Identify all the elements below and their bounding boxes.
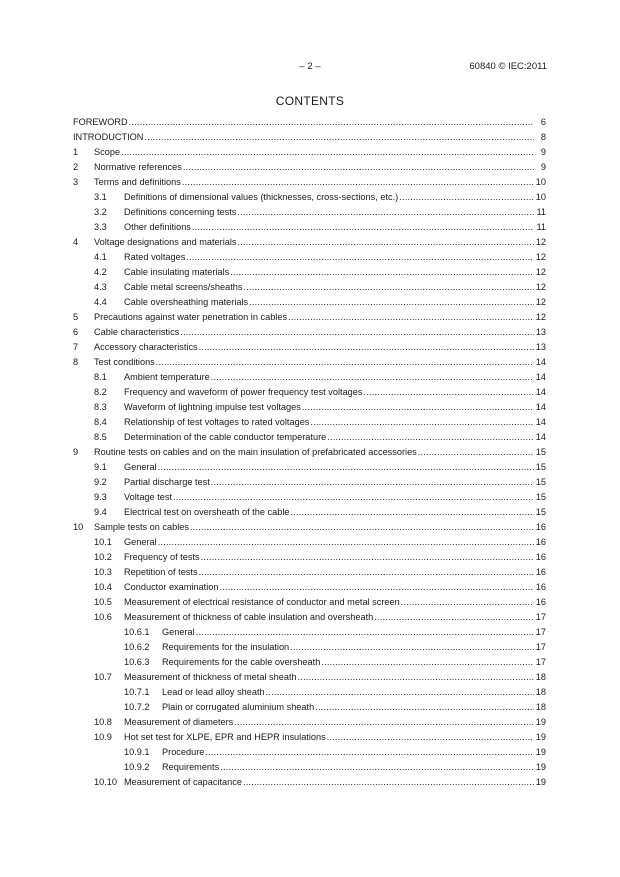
toc-leader-dots [183, 162, 534, 172]
toc-entry-number: 8.5 [94, 432, 107, 442]
toc-leader-dots [230, 267, 534, 277]
toc-entry-page: 10 [535, 192, 546, 202]
toc-entry[interactable] [73, 237, 546, 252]
toc-entry-page: 12 [535, 267, 546, 277]
toc-entry-page: 12 [535, 237, 546, 247]
toc-entry-number: 4.3 [94, 282, 107, 292]
toc-entry-title: Sample tests on cables [94, 522, 189, 532]
toc-leader-dots [321, 657, 534, 667]
toc-entry-page: 16 [535, 582, 546, 592]
toc-entry-number: 10.9.1 [124, 747, 150, 757]
toc-leader-dots [364, 387, 535, 397]
toc-entry-page: 14 [535, 432, 546, 442]
toc-entry-page: 14 [535, 372, 546, 382]
toc-entry-number: 10.2 [94, 552, 112, 562]
toc-leader-dots [290, 507, 534, 517]
toc-entry[interactable] [73, 267, 546, 282]
toc-leader-dots [315, 702, 534, 712]
toc-entry-page: 14 [535, 357, 546, 367]
toc-entry-number: 10.6.3 [124, 657, 150, 667]
toc-leader-dots [238, 237, 535, 247]
toc-leader-dots [288, 312, 534, 322]
toc-entry-title: Waveform of lightning impulse test voltages [124, 402, 301, 412]
toc-entry-title: Accessory characteristics [94, 342, 198, 352]
toc-entry-title: Determination of the cable conductor temperature [124, 432, 327, 442]
toc-leader-dots [182, 177, 534, 187]
toc-entry-page: 12 [535, 297, 546, 307]
toc-entry[interactable] [73, 252, 546, 267]
toc-entry[interactable] [73, 117, 546, 132]
toc-entry-title: Definitions concerning tests [124, 207, 237, 217]
toc-entry-page: 19 [535, 732, 546, 742]
toc-entry[interactable] [73, 777, 546, 792]
toc-leader-dots [290, 642, 534, 652]
toc-entry-number: 10.7 [94, 672, 112, 682]
toc-entry-page: 11 [536, 207, 546, 217]
toc-entry[interactable] [73, 207, 546, 222]
toc-entry-number: 10.5 [94, 597, 112, 607]
toc-leader-dots [196, 627, 534, 637]
toc-leader-dots [310, 417, 534, 427]
toc-entry[interactable] [73, 732, 546, 747]
toc-leader-dots [173, 492, 534, 502]
toc-leader-dots [234, 717, 534, 727]
toc-entry-page: 15 [535, 462, 546, 472]
toc-entry[interactable] [73, 537, 546, 552]
toc-entry-title: Measurement of electrical resistance of conductor and metal screen [124, 597, 400, 607]
toc-entry-page: 17 [535, 627, 546, 637]
toc-entry-title: Test conditions [94, 357, 155, 367]
toc-entry-page: 18 [535, 672, 546, 682]
toc-entry[interactable] [73, 582, 546, 597]
toc-leader-dots [190, 522, 534, 532]
toc-entry-number: 4 [73, 237, 79, 247]
toc-entry-number: 8.4 [94, 417, 107, 427]
toc-entry-title: Voltage test [124, 492, 173, 502]
toc-entry-page: 15 [535, 477, 546, 487]
toc-entry-title: Scope [94, 147, 121, 157]
toc-entry-title: Frequency of tests [124, 552, 200, 562]
toc-entry[interactable] [73, 657, 546, 672]
toc-leader-dots [237, 207, 534, 217]
toc-entry[interactable] [73, 552, 546, 567]
toc-leader-dots [186, 252, 534, 262]
toc-entry-page: 14 [535, 417, 546, 427]
toc-entry[interactable] [73, 597, 546, 612]
toc-entry-number: 10.4 [94, 582, 112, 592]
toc-leader-dots [129, 117, 534, 127]
toc-entry[interactable] [73, 297, 546, 312]
toc-entry[interactable] [73, 567, 546, 582]
toc-entry-number: 10.6.1 [124, 627, 150, 637]
toc-leader-dots [327, 432, 534, 442]
toc-entry-number: 3.2 [94, 207, 107, 217]
toc-leader-dots [199, 567, 534, 577]
toc-leader-dots [401, 597, 534, 607]
toc-entry-page: 16 [535, 552, 546, 562]
toc-entry[interactable] [73, 687, 546, 702]
toc-entry[interactable] [73, 132, 546, 147]
toc-entry[interactable] [73, 387, 546, 402]
toc-entry-number: 9 [73, 447, 79, 457]
toc-entry-title: Cable insulating materials [124, 267, 230, 277]
toc-entry-number: 2 [73, 162, 79, 172]
toc-entry-number: 4.1 [94, 252, 107, 262]
toc-entry-page: 11 [536, 222, 546, 232]
toc-entry[interactable] [73, 462, 546, 477]
toc-entry-title: Hot set test for XLPE, EPR and HEPR insulations [124, 732, 326, 742]
toc-entry[interactable] [73, 507, 546, 522]
table-of-contents [73, 117, 546, 792]
toc-entry-number: 3.1 [94, 192, 107, 202]
toc-entry[interactable] [73, 147, 546, 162]
toc-entry-title: General [124, 462, 157, 472]
toc-entry-page: 16 [535, 597, 546, 607]
toc-entry-title: Repetition of tests [124, 567, 198, 577]
toc-entry-title: Procedure [162, 747, 205, 757]
toc-entry-title: Precautions against water penetration in cables [94, 312, 288, 322]
toc-entry-page: 12 [535, 252, 546, 262]
toc-entry-number: 10.3 [94, 567, 112, 577]
toc-leader-dots [211, 477, 534, 487]
toc-entry-number: 8.1 [94, 372, 107, 382]
toc-entry[interactable] [73, 627, 546, 642]
toc-entry-page: 12 [535, 282, 546, 292]
toc-entry-page: 17 [535, 642, 546, 652]
toc-entry-title: Voltage designations and materials [94, 237, 237, 247]
toc-entry-page: 6 [540, 117, 546, 127]
toc-entry[interactable] [73, 327, 546, 342]
toc-leader-dots [144, 132, 534, 142]
toc-entry-page: 13 [535, 327, 546, 337]
toc-entry-number: 10.7.1 [124, 687, 150, 697]
toc-entry-title: General [124, 537, 157, 547]
toc-entry-number: 10 [73, 522, 84, 532]
toc-entry-title: INTRODUCTION [73, 132, 144, 142]
toc-entry-title: Routine tests on cables and on the main insulation of prefabricated accessories [94, 447, 417, 457]
toc-entry-number: 7 [73, 342, 79, 352]
toc-entry[interactable] [73, 177, 546, 192]
page-number: – 2 – [299, 61, 321, 72]
toc-entry-title: Lead or lead alloy sheath [162, 687, 265, 697]
toc-entry[interactable] [73, 762, 546, 777]
toc-leader-dots [374, 612, 534, 622]
toc-entry-page: 12 [535, 312, 546, 322]
toc-leader-dots [158, 537, 534, 547]
toc-leader-dots [201, 552, 534, 562]
toc-entry[interactable] [73, 717, 546, 732]
toc-entry-page: 19 [535, 777, 546, 787]
toc-entry-page: 17 [535, 657, 546, 667]
toc-leader-dots [205, 747, 534, 757]
toc-entry-page: 16 [535, 537, 546, 547]
toc-entry-page: 14 [535, 402, 546, 412]
toc-entry-title: Electrical test on oversheath of the cable [124, 507, 290, 517]
toc-entry[interactable] [73, 342, 546, 357]
toc-leader-dots [243, 282, 534, 292]
toc-entry-title: Definitions of dimensional values (thicknesses, cross-sections, etc.) [124, 192, 399, 202]
toc-entry-page: 10 [535, 177, 546, 187]
toc-entry[interactable] [73, 642, 546, 657]
toc-leader-dots [418, 447, 534, 457]
toc-entry[interactable] [73, 672, 546, 687]
toc-leader-dots [327, 732, 534, 742]
toc-entry-page: 16 [535, 522, 546, 532]
toc-entry-number: 8.2 [94, 387, 107, 397]
toc-entry-title: FOREWORD [73, 117, 128, 127]
toc-entry-number: 4.4 [94, 297, 107, 307]
toc-entry-title: Partial discharge test [124, 477, 210, 487]
toc-entry-number: 10.6.2 [124, 642, 150, 652]
toc-entry-title: Cable oversheathing materials [124, 297, 249, 307]
toc-leader-dots [158, 462, 534, 472]
toc-entry-number: 10.1 [94, 537, 112, 547]
toc-entry[interactable] [73, 402, 546, 417]
toc-entry-number: 10.7.2 [124, 702, 150, 712]
toc-entry-number: 6 [73, 327, 79, 337]
toc-leader-dots [220, 762, 534, 772]
toc-entry-number: 10.9.2 [124, 762, 150, 772]
toc-entry-title: Frequency and waveform of power frequency test voltages [124, 387, 363, 397]
toc-leader-dots [302, 402, 534, 412]
toc-entry-number: 10.10 [94, 777, 117, 787]
toc-leader-dots [266, 687, 534, 697]
toc-entry[interactable] [73, 477, 546, 492]
toc-entry[interactable] [73, 417, 546, 432]
toc-leader-dots [180, 327, 534, 337]
toc-entry[interactable] [73, 222, 546, 237]
toc-leader-dots [249, 297, 534, 307]
toc-leader-dots [121, 147, 534, 157]
toc-entry-number: 9.4 [94, 507, 107, 517]
toc-entry-title: Other definitions [124, 222, 191, 232]
toc-leader-dots [199, 342, 534, 352]
toc-entry-number: 9.2 [94, 477, 107, 487]
toc-entry-page: 14 [535, 387, 546, 397]
toc-entry-title: Requirements [162, 762, 220, 772]
toc-entry-title: Requirements for the insulation [162, 642, 290, 652]
toc-entry-page: 19 [535, 747, 546, 757]
toc-entry-title: Measurement of capacitance [124, 777, 242, 787]
toc-entry-number: 10.8 [94, 717, 112, 727]
toc-entry[interactable] [73, 432, 546, 447]
toc-entry[interactable] [73, 162, 546, 177]
toc-entry-page: 19 [535, 762, 546, 772]
toc-entry-page: 19 [535, 717, 546, 727]
toc-entry-title: Measurement of diameters [124, 717, 234, 727]
document-id: 60840 © IEC:2011 [469, 61, 547, 72]
toc-entry-title: Cable metal screens/sheaths [124, 282, 243, 292]
toc-entry-number: 10.6 [94, 612, 112, 622]
toc-leader-dots [399, 192, 534, 202]
toc-entry-title: Normative references [94, 162, 182, 172]
toc-entry[interactable] [73, 282, 546, 297]
toc-entry-title: Relationship of test voltages to rated voltages [124, 417, 310, 427]
toc-entry-page: 18 [535, 702, 546, 712]
toc-leader-dots [298, 672, 534, 682]
toc-entry-number: 3.3 [94, 222, 107, 232]
toc-entry-page: 9 [540, 162, 546, 172]
toc-entry-title: Measurement of thickness of cable insulation and oversheath [124, 612, 374, 622]
toc-leader-dots [219, 582, 534, 592]
toc-entry-title: Conductor examination [124, 582, 219, 592]
toc-entry-page: 17 [535, 612, 546, 622]
toc-entry-number: 8.3 [94, 402, 107, 412]
toc-entry[interactable] [73, 747, 546, 762]
toc-entry-number: 1 [73, 147, 79, 157]
toc-entry-number: 10.9 [94, 732, 112, 742]
toc-entry-title: Rated voltages [124, 252, 186, 262]
toc-entry[interactable] [73, 522, 546, 537]
toc-entry-title: Terms and definitions [94, 177, 181, 187]
page-title: CONTENTS [275, 94, 345, 108]
toc-entry[interactable] [73, 312, 546, 327]
toc-entry-number: 8 [73, 357, 79, 367]
toc-entry-title: Ambient temperature [124, 372, 210, 382]
toc-entry-number: 9.1 [94, 462, 107, 472]
toc-entry-title: Plain or corrugated aluminium sheath [162, 702, 315, 712]
toc-entry-page: 15 [535, 447, 546, 457]
toc-entry-page: 18 [535, 687, 546, 697]
toc-entry[interactable] [73, 372, 546, 387]
toc-entry[interactable] [73, 612, 546, 627]
toc-entry-page: 9 [540, 147, 546, 157]
toc-entry-number: 5 [73, 312, 79, 322]
toc-entry-title: General [162, 627, 195, 637]
toc-entry[interactable] [73, 492, 546, 507]
toc-entry-page: 15 [535, 507, 546, 517]
toc-leader-dots [243, 777, 534, 787]
toc-entry[interactable] [73, 702, 546, 717]
toc-leader-dots [192, 222, 534, 232]
toc-entry[interactable] [73, 192, 546, 207]
toc-entry-number: 3 [73, 177, 79, 187]
toc-entry-page: 8 [540, 132, 546, 142]
toc-entry-number: 9.3 [94, 492, 107, 502]
toc-entry-title: Cable characteristics [94, 327, 180, 337]
toc-entry-title: Measurement of thickness of metal sheath [124, 672, 297, 682]
toc-entry-page: 16 [535, 567, 546, 577]
toc-entry[interactable] [73, 357, 546, 372]
toc-entry-title: Requirements for the cable oversheath [162, 657, 321, 667]
toc-leader-dots [211, 372, 534, 382]
toc-entry-page: 13 [535, 342, 546, 352]
toc-entry[interactable] [73, 447, 546, 462]
toc-leader-dots [156, 357, 534, 367]
toc-entry-number: 4.2 [94, 267, 107, 277]
toc-entry-page: 15 [535, 492, 546, 502]
